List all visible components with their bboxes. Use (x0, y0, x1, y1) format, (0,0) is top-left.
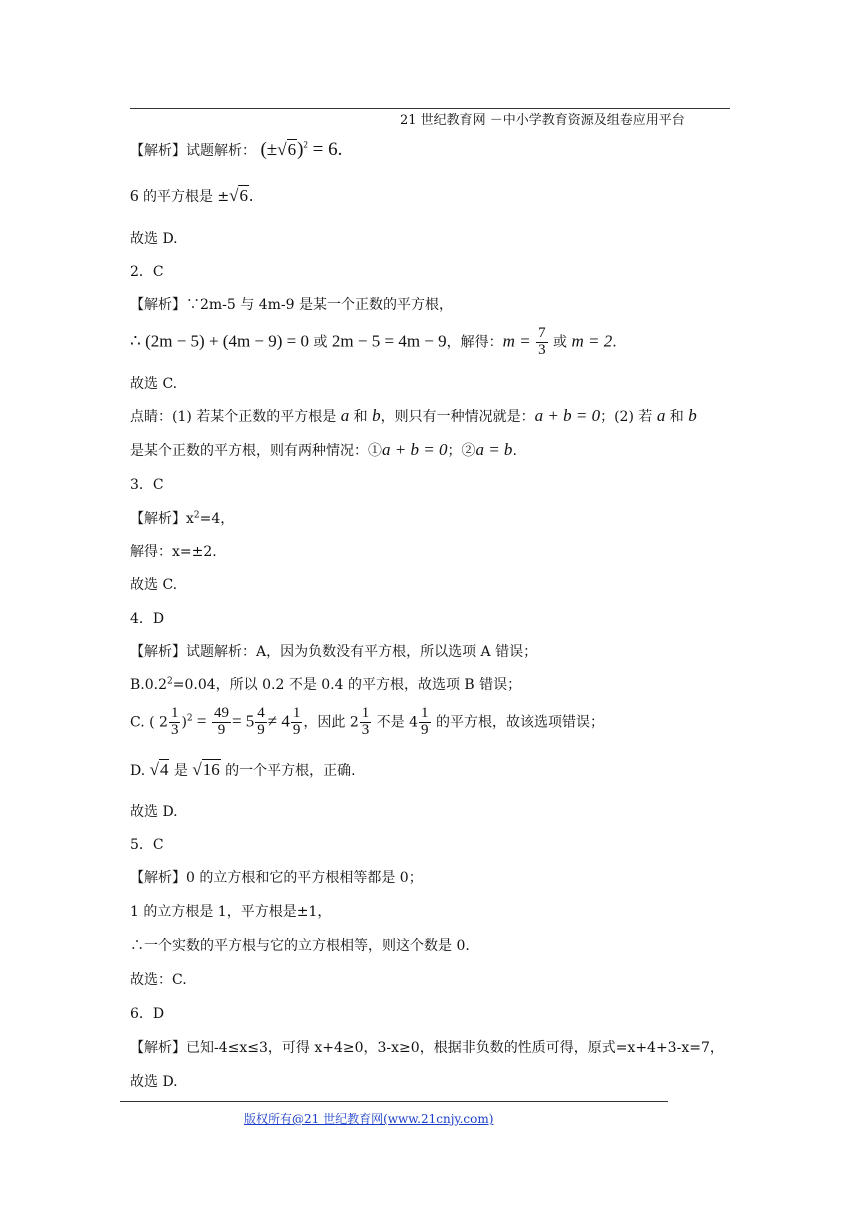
header-site-text: 21 世纪教育网 －中小学教育资源及组卷应用平台 (400, 113, 685, 128)
choice-line: 故选 D. (130, 231, 178, 247)
footer-rule (120, 1101, 668, 1102)
analysis-line: 1 的立方根是 1，平方根是±1， (130, 904, 332, 920)
analysis-equation-line: ∴ (2m − 5) + (4m − 9) = 0 或 2m − 5 = 4m − 9，解得：m = $\frac{7}{3}$ 或 m = 2. (130, 325, 617, 358)
math-expr: $(\pm√6)^2 = 6$. (260, 139, 343, 160)
copyright-link[interactable]: 版权所有@21 世纪教育网(www.21cnjy.com) (244, 1112, 494, 1126)
analysis-fraction-line: C. ( 2 $\frac{1}{3}$ )$^2$ = $\frac{49}{9}$ = 5 $\frac{4}{9}$ ≠ 4 $\frac{1}{9}$ ，因此 2 $\frac{1}{3}$ 不是 4 $\frac{1}{9}$ 的平方根，故该选项错误； (130, 705, 604, 738)
analysis-line-2: 6 的平方根是 ±√6. (130, 186, 254, 205)
analysis-line: 【解析】$x^2=4$， (130, 510, 235, 527)
analysis-sqrt-line: D. √4 是 √16 的一个平方根，正确. (130, 760, 356, 779)
analysis-line: 【解析】已知-4≤x≤3，可得 x+4≥0，3-x≥0，根据非负数的性质可得，原式=x+4+3-x=7， (130, 1040, 724, 1056)
choice-line: 故选 C. (130, 376, 178, 392)
analysis-line: 【解析】∵2m-5 与 4m-9 是某一个正数的平方根， (130, 297, 453, 313)
question-number: 6．D (130, 1006, 165, 1022)
analysis-line: ∴一个实数的平方根与它的立方根相等，则这个数是 0. (130, 938, 470, 954)
question-number: 5．C (130, 837, 164, 853)
analysis-line: $B.0.2^2=0.04$，所以 0.2 不是 0.4 的平方根，故选项 B 错误； (130, 676, 522, 693)
tip-line-2: 是某个正数的平方根，则有两种情况：①a + b = 0；②a = b. (130, 440, 517, 459)
choice-line: 故选：C. (130, 972, 187, 988)
question-number: 3．C (130, 477, 164, 493)
choice-line: 故选 D. (130, 1074, 178, 1090)
analysis-line: 【解析】0 的立方根和它的平方根相等都是 0； (130, 870, 423, 886)
label: 【解析】试题解析： (130, 143, 256, 159)
analysis-line: 【解析】试题解析：A，因为负数没有平方根，所以选项 A 错误； (130, 644, 538, 660)
choice-line: 故选 C. (130, 577, 178, 593)
solution-line: 解得：x=±2. (130, 544, 217, 560)
question-number: 2．C (130, 264, 164, 280)
question-number: 4．D (130, 611, 165, 627)
fraction: $\frac{7}{3}$ (538, 325, 546, 358)
analysis-line-1 (130, 139, 342, 161)
tip-line-1: 点睛：(1) 若某个正数的平方根是 a 和 b，则只有一种情况就是：a + b = 0；(2) 若 a 和 b (130, 406, 697, 425)
choice-line: 故选 D. (130, 804, 178, 820)
